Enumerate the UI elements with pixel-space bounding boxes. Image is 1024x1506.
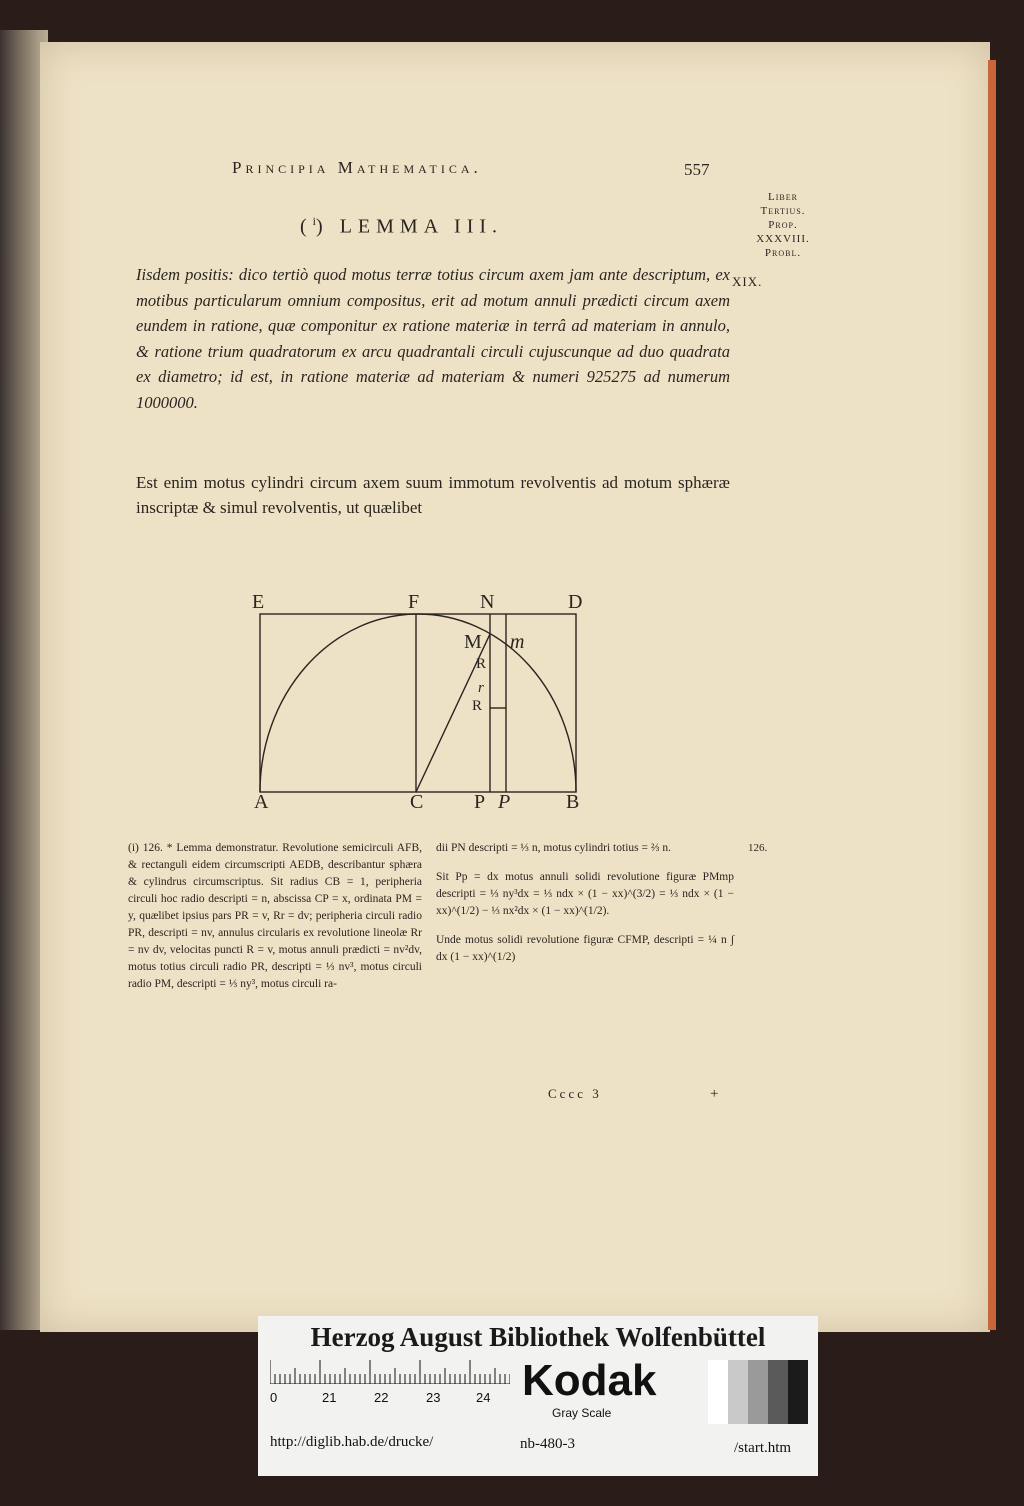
page-fore-edge xyxy=(988,60,996,1330)
footnote-paragraph: dii PN descripti = ⅓ n, motus cylindri totius = ⅔ n. xyxy=(436,842,671,854)
margin-note-line: XXXVIII. xyxy=(756,233,810,245)
margin-note-line: Prop. xyxy=(768,219,798,231)
label-r-second: R xyxy=(472,698,483,714)
footnote-left-column xyxy=(128,840,422,993)
ruler-number: 23 xyxy=(426,1390,441,1405)
ruler-number: 22 xyxy=(374,1390,389,1405)
lemma-title: LEMMA III. xyxy=(339,215,504,238)
body-paragraph: Est enim motus cylindri circum axem suum immotum revolventis ad motum sphæræ inscriptæ & simul revolventis, ut quælibet xyxy=(136,473,730,517)
library-title: Herzog August Bibliothek Wolfenbüttel xyxy=(310,1322,766,1352)
margin-note-problem-number: XIX. xyxy=(732,274,763,289)
label-b: B xyxy=(566,791,580,810)
label-e: E xyxy=(252,591,265,613)
label-n: N xyxy=(480,591,495,613)
gray-patch xyxy=(748,1360,768,1424)
rectangle-aedb xyxy=(260,614,576,792)
semicircle-afb xyxy=(260,614,576,792)
label-m-lower: m xyxy=(510,631,525,653)
start-page-link: /start.htm xyxy=(734,1440,792,1456)
footnote-margin-number: 126. xyxy=(748,842,768,854)
ruler-number: 21 xyxy=(322,1390,337,1405)
ruler-scale xyxy=(270,1360,510,1384)
ruler-number: 24 xyxy=(476,1390,491,1405)
shelfmark: nb-480-3 xyxy=(520,1436,575,1452)
signature-mark: Cccc 3 xyxy=(548,1086,602,1101)
label-p: P xyxy=(474,791,486,810)
gray-patch xyxy=(728,1360,748,1424)
geometric-figure xyxy=(240,588,600,810)
gray-patch xyxy=(708,1360,728,1424)
lemma-statement: Iisdem positis: dico tertiò quod motus terræ totius circum axem jam ante descriptum, ex motibus particularum omnium compositus, erit ad motum annuli prædicti circum axem eundem in ratione, quæ componitur ex ratione materiæ in terrâ ad materiam in annulo, & ratione trium quadratorum ex arcu quadrantali circuli cujuscunque ad duo quadrata ex diametro; id est, in ratione materiæ ad materiam & numeri 925275 ad numerum 1000000. xyxy=(136,265,730,412)
label-m-upper: M xyxy=(464,631,482,653)
gray-scale-bars xyxy=(708,1360,808,1424)
library-color-target-label xyxy=(258,1316,818,1476)
label-r-upper: R xyxy=(476,656,487,672)
footnote-paragraph: Unde motus solidi revolutione figuræ CFMP, descripti = ¼ n ∫ dx (1 − xx)^(1/2) xyxy=(436,934,734,963)
gray-patch xyxy=(768,1360,788,1424)
footnote-paragraph: (i) 126. * Lemma demonstratur. Revolutione semicirculi AFB, & rectanguli eidem circumscripti AEDB, describantur sphæra & cylindrus circumscriptus. Sit radius CB = 1, peripheria circuli hoc radio descripti = n, abscissa CP = x, ordinata PM = y, quælibet ipsius pars PR = v, Rr = dv; peripheria circuli radio PR, descripti = nv, annulus circularis ex revolutione lineolæ Rr = nv dv, velocitas puncti R = v, motus annuli prædicti = nv²dv, motus totius circuli radio PR, descripti = ⅓ nv³, motus circuli radio PM, descripti = ⅓ ny³, motus circuli ra- xyxy=(128,842,422,990)
lemma-note-ref: i xyxy=(312,214,317,228)
page-number: 557 xyxy=(684,160,710,179)
running-title: Principia Mathematica. xyxy=(232,158,482,177)
gray-patch xyxy=(788,1360,808,1424)
lemma-heading: ($^i$) LEMMA III. xyxy=(300,214,504,238)
label-d: D xyxy=(568,591,583,613)
ruler-number: 0 xyxy=(270,1390,278,1405)
kodak-logo: Kodak xyxy=(522,1356,657,1405)
label-r-lower: r xyxy=(478,680,484,696)
margin-note-line: Probl. xyxy=(764,247,802,259)
margin-note-line: Tertius. xyxy=(760,205,806,217)
label-p-lower: P xyxy=(498,791,511,810)
signature-symbol: + xyxy=(710,1086,719,1102)
label-f: F xyxy=(408,591,420,613)
gray-scale-caption: Gray Scale xyxy=(552,1406,612,1420)
margin-note xyxy=(748,190,818,260)
footnote-right-column xyxy=(436,840,734,978)
footnote-paragraph: Sit Pp = dx motus annuli solidi revolutione figuræ PMmp descripti = ⅓ ny³dx = ⅓ ndx × (1 − xx)^(3/2) = ⅓ ndx × (1 − xx)^(1/2) − ⅓ nx²dx × (1 − xx)^(1/2). xyxy=(436,871,734,917)
margin-note-line: Liber xyxy=(768,191,798,203)
label-a: A xyxy=(254,791,269,810)
library-url: http://diglib.hab.de/drucke/ xyxy=(270,1434,434,1450)
label-c: C xyxy=(410,791,424,810)
